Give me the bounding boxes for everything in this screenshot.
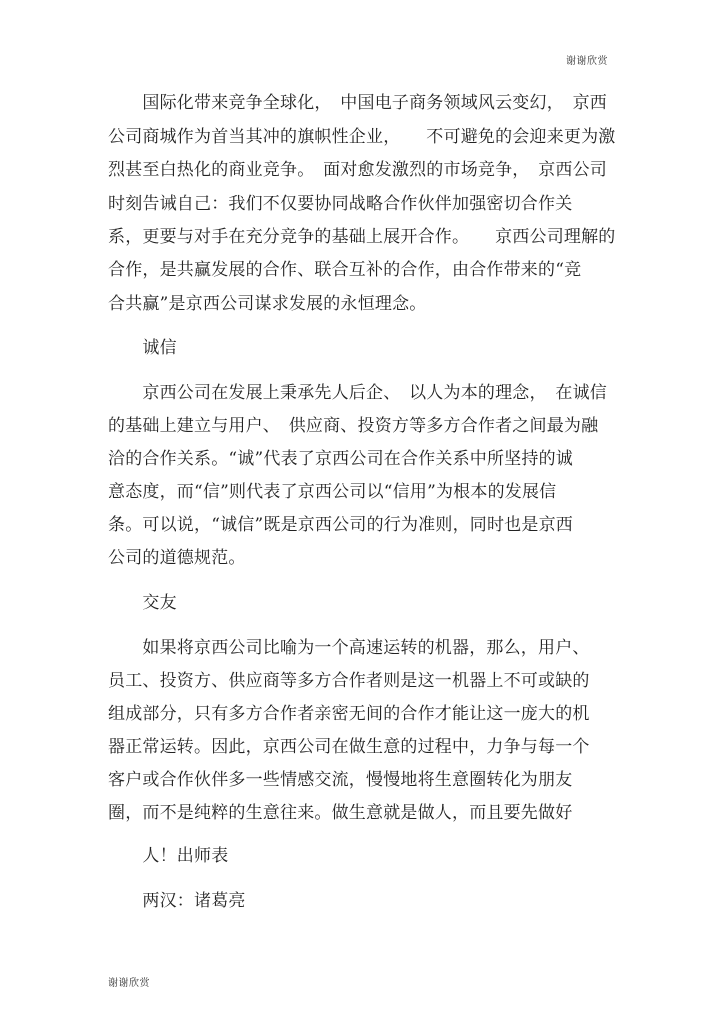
- section-heading-chengxin: 诚信: [108, 338, 177, 358]
- paragraph-line: 公司的道德规范。: [108, 548, 246, 568]
- author-line: 两汉：诸葛亮: [108, 891, 246, 911]
- paragraph-line: 时刻告诫自己：我们不仅要协同战略合作伙伴加强密切合作关: [108, 194, 573, 214]
- paragraph-line: 组成部分，只有多方合作者亲密无间的合作才能让这一庞大的机: [108, 704, 590, 724]
- footer-note: 谢谢欣赏: [108, 978, 150, 989]
- paragraph-line: 京西公司在发展上秉承先人后企、 以人为本的理念， 在诚信: [108, 383, 607, 403]
- paragraph-line: 客户或合作伙伴多一些情感交流，慢慢地将生意圈转化为朋友: [108, 770, 573, 790]
- paragraph-line: 条。可以说，“诚信”既是京西公司的行为准则，同时也是京西: [108, 515, 573, 535]
- paragraph-line: 烈甚至白热化的商业竞争。 面对愈发激烈的市场竞争， 京西公司: [108, 160, 607, 180]
- paragraph-line: 合作，是共赢发展的合作、联合互补的合作，由合作带来的“竞: [108, 260, 582, 280]
- paragraph-line: 合共赢”是京西公司谋求发展的永恒理念。: [108, 294, 427, 314]
- section-heading-jiaoyou: 交友: [108, 593, 177, 613]
- paragraph-line: 员工、投资方、供应商等多方合作者则是这一机器上不可或缺的: [108, 671, 590, 691]
- paragraph-line: 如果将京西公司比喻为一个高速运转的机器，那么，用户、: [108, 638, 590, 658]
- paragraph-line: 公司商城作为首当其冲的旗帜性企业， 不可避免的会迎来更为激: [108, 127, 616, 147]
- section-heading-chushibiao: 人！出师表: [108, 846, 229, 866]
- paragraph-line: 国际化带来竞争全球化， 中国电子商务领域风云变幻， 京西: [108, 93, 607, 113]
- paragraph-line: 圈，而不是纯粹的生意往来。做生意就是做人，而且要先做好: [108, 803, 573, 823]
- header-note: 谢谢欣赏: [566, 56, 608, 67]
- paragraph-line: 洽的合作关系。“诚”代表了京西公司在合作关系中所坚持的诚: [108, 449, 573, 469]
- paragraph-line: 的基础上建立与用户、 供应商、投资方等多方合作者之间最为融: [108, 416, 599, 436]
- paragraph-line: 意态度，而“信”则代表了京西公司以“信用”为根本的发展信: [108, 482, 557, 502]
- paragraph-line: 器正常运转。因此，京西公司在做生意的过程中，力争与每一个: [108, 737, 590, 757]
- paragraph-line: 系，更要与对手在充分竞争的基础上展开合作。 京西公司理解的: [108, 227, 616, 247]
